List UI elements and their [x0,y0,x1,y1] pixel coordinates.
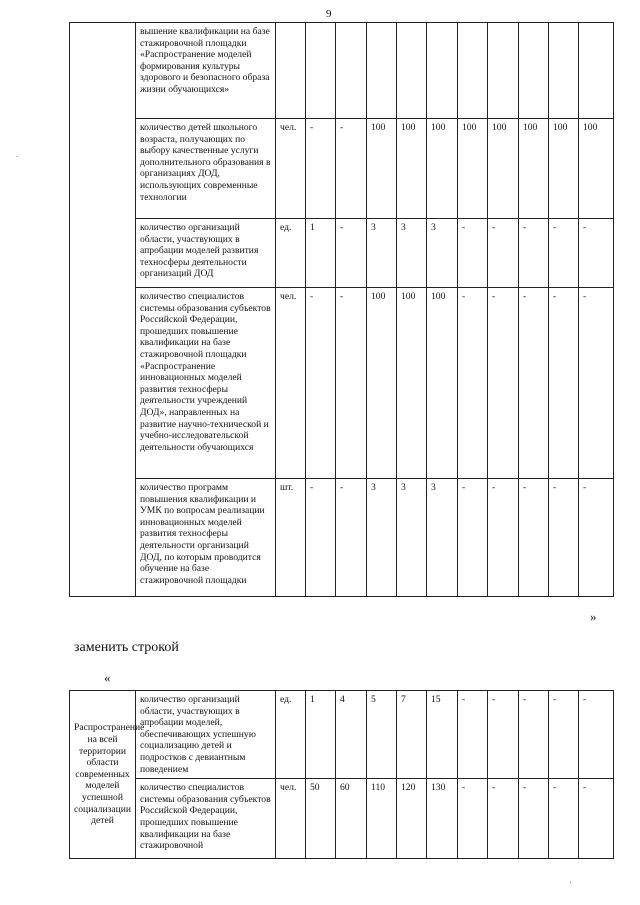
indicators-table-new [69,690,614,859]
indicator-cell: количество организаций области, участвующих в апробации моделей развития техносферы деятельности организаций ДОД [136,219,276,288]
value-cell [306,23,336,119]
value-cell [549,23,579,119]
value-cell: - [336,119,367,219]
value-cell: - [306,479,336,597]
table-row [70,691,614,779]
value-cell: 100 [367,119,397,219]
unit-cell [276,23,306,119]
value-cell: - [579,479,614,597]
value-cell: 4 [336,691,367,779]
value-cell: 60 [336,779,367,859]
indicators-table-old [69,22,614,597]
value-cell: 100 [488,119,519,219]
value-cell: 1 [306,691,336,779]
value-cell: - [549,219,579,288]
indicator-cell: количество детей школьного возраста, получающих по выбору качественные услуги дополнительного образования в организациях ДОД, использующих современные технологии [136,119,276,219]
value-cell [519,23,549,119]
value-cell: - [458,288,488,479]
value-cell: 7 [397,691,427,779]
table-row [70,479,614,597]
page-number: 9 [326,8,332,20]
section-cell: Распространение на всей территории области современных моделей успешной социализации детей [70,691,136,859]
value-cell: - [488,288,519,479]
section-cell [70,23,136,597]
value-cell: - [458,479,488,597]
table-row [70,779,614,859]
value-cell: 15 [427,691,458,779]
value-cell [427,23,458,119]
value-cell: - [519,779,549,859]
unit-cell: чел. [276,288,306,479]
indicator-cell: количество программ повышения квалификации и УМК по вопросам реализации инновационных моделей развития техносферы деятельности организаций ДОД, по которым проводится обучение на базе стажировочной площадки [136,479,276,597]
indicator-cell: количество специалистов системы образования субъектов Российской Федерации, прошедших повышение квалификации на базе стажировочной площадки «Распространение инновационных моделей развития техносферы деятельности учреждений ДОД», направленных на развитие научно-технической и учебно-исследовательской деятельности обучающихся [136,288,276,479]
indicator-cell: вышение квалификации на базе стажировочной площадки «Распространение моделей формирования культуры здорового и безопасного образа жизни обучающихся» [136,23,276,119]
value-cell: 3 [397,479,427,597]
value-cell: 100 [367,288,397,479]
value-cell [458,23,488,119]
value-cell: - [458,691,488,779]
value-cell: - [519,691,549,779]
value-cell: 3 [367,219,397,288]
value-cell: 3 [427,219,458,288]
value-cell: 130 [427,779,458,859]
margin-mark: . [16,150,18,159]
value-cell: - [579,691,614,779]
value-cell: - [579,288,614,479]
table-row [70,219,614,288]
value-cell: - [519,219,549,288]
value-cell [488,23,519,119]
value-cell [397,23,427,119]
value-cell: - [579,779,614,859]
unit-cell: чел. [276,779,306,859]
value-cell: - [458,219,488,288]
value-cell: 5 [367,691,397,779]
margin-mark: ' [570,880,572,889]
value-cell: 100 [427,119,458,219]
indicator-cell: количество специалистов системы образования субъектов Российской Федерации, прошедших повышение квалификации на базе стажировочной [136,779,276,859]
value-cell: 100 [519,119,549,219]
value-cell: 3 [367,479,397,597]
value-cell: 110 [367,779,397,859]
table-row [70,119,614,219]
value-cell: 120 [397,779,427,859]
value-cell: - [549,691,579,779]
value-cell: - [306,119,336,219]
value-cell: - [579,219,614,288]
unit-cell: ед. [276,219,306,288]
unit-cell: ед. [276,691,306,779]
value-cell [367,23,397,119]
unit-cell: шт. [276,479,306,597]
value-cell: 100 [549,119,579,219]
value-cell: 100 [458,119,488,219]
opening-quote: « [104,670,111,685]
replace-instruction: заменить строкой [74,640,179,655]
value-cell: - [336,219,367,288]
value-cell [579,23,614,119]
value-cell: - [458,779,488,859]
value-cell: 3 [427,479,458,597]
value-cell: - [519,479,549,597]
indicator-cell: количество организаций области, участвующих в апробации моделей, обеспечивающих успешную социализацию детей и подростков с девиантным поведением [136,691,276,779]
value-cell: - [519,288,549,479]
value-cell: 100 [427,288,458,479]
value-cell: - [549,288,579,479]
value-cell: - [336,288,367,479]
value-cell: - [488,219,519,288]
value-cell: 100 [397,119,427,219]
value-cell [336,23,367,119]
table-row [70,288,614,479]
value-cell: - [488,779,519,859]
value-cell: - [306,288,336,479]
table-row [70,23,614,119]
value-cell: - [488,479,519,597]
unit-cell: чел. [276,119,306,219]
value-cell: 1 [306,219,336,288]
value-cell: - [549,479,579,597]
value-cell: - [488,691,519,779]
value-cell: - [549,779,579,859]
value-cell: 3 [397,219,427,288]
value-cell: 100 [397,288,427,479]
value-cell: - [336,479,367,597]
value-cell: 100 [579,119,614,219]
closing-quote: » [590,609,597,624]
value-cell: 50 [306,779,336,859]
